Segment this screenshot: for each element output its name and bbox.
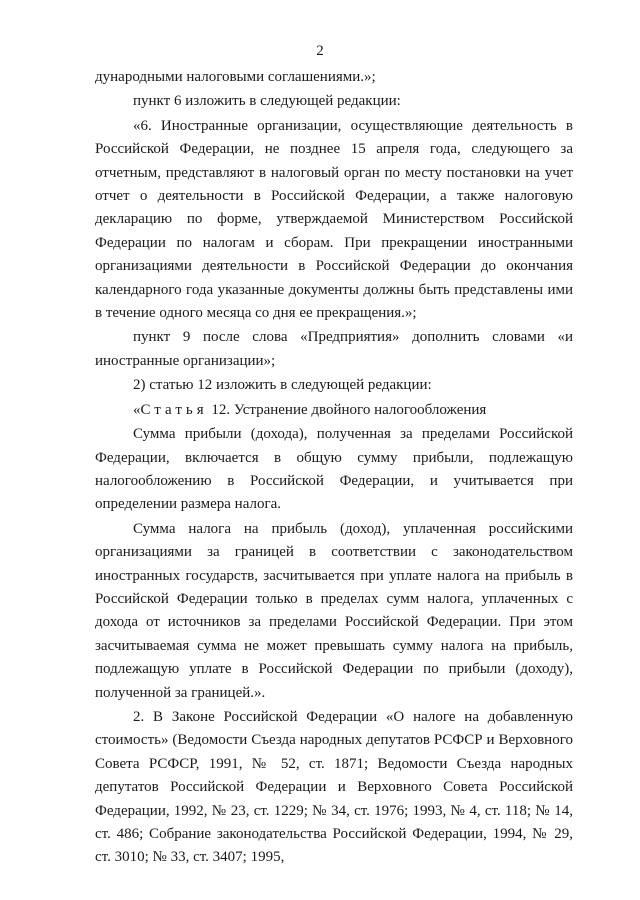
paragraph-item-6-text: «6. Иностранные организации, осуществляющие деятельность в Российской Федерации, не позднее 15 апреля года, следующего за отчетным, представляют в налоговый орган по месту постановки на учет отчет о деятельности в Российской Федерации, а также налоговую декларацию по форме, утверждаемой Министерством Российской Федерации по налогам и сборам. При прекращении иностранными организациями деятельности в Российской Федерации до окончания календарного года указанные документы должны быть представлены ими в течение одного месяца со дня ее прекращения.»; bbox=[95, 117, 573, 322]
article-heading-rest: 12. Устранение двойного налогообложения bbox=[207, 401, 487, 418]
page-number: 2 bbox=[316, 43, 324, 59]
article-heading-word: Статья bbox=[140, 401, 208, 418]
paragraph-article-12-instruction: 2) статью 12 изложить в следующей редакции: bbox=[133, 377, 432, 394]
paragraph-article-12-part-2: Сумма налога на прибыль (доход), уплаченная российскими организациями за границей в соответствии с законодательством иностранных государств, засчитывается при уплате налога на прибыль в Российской Федерации только в пределах сумм налога, уплаченных с дохода от источников за пределами Российской Федерации. При этом засчитываемая сумма не может превышать сумму налога на прибыль, подлежащую уплате в Российской Федерации по прибыли (доходу), полученной за границей.». bbox=[95, 520, 573, 701]
paragraph-item-9-instruction: пункт 9 после слова «Предприятия» дополнить словами «и иностранные организации»; bbox=[95, 329, 573, 369]
paragraph-vat-law: 2. В Законе Российской Федерации «О налоге на добавленную стоимость» (Ведомости Съезда народных депутатов РСФСР и Верховного Совета РСФСР, 1991, № 52, ст. 1871; Ведомости Съезда народных депутатов Российской Федерации и Верховного Совета Российской Федерации, 1992, № 23, ст. 1229; № 34, ст. 1976; 1993, № 4, ст. 118; № 14, ст. 486; Собрание законодательства Российской Федерации, 1994, № 29, ст. 3010; № 33, ст. 3407; 1995, bbox=[95, 708, 573, 866]
document-body bbox=[95, 66, 573, 870]
paragraph-article-12-part-1: Сумма прибыли (дохода), полученная за пределами Российской Федерации, включается в общую сумму прибыли, подлежащую налогообложению в Российской Федерации, и учитывается при определении размера налога. bbox=[95, 426, 573, 513]
paragraph-item-6-instruction: пункт 6 изложить в следующей редакции: bbox=[133, 93, 401, 110]
article-heading-open-quote: « bbox=[133, 401, 141, 418]
article-12-heading bbox=[95, 399, 573, 422]
paragraph-continuation: дународными налоговыми соглашениями.»; bbox=[95, 69, 376, 85]
